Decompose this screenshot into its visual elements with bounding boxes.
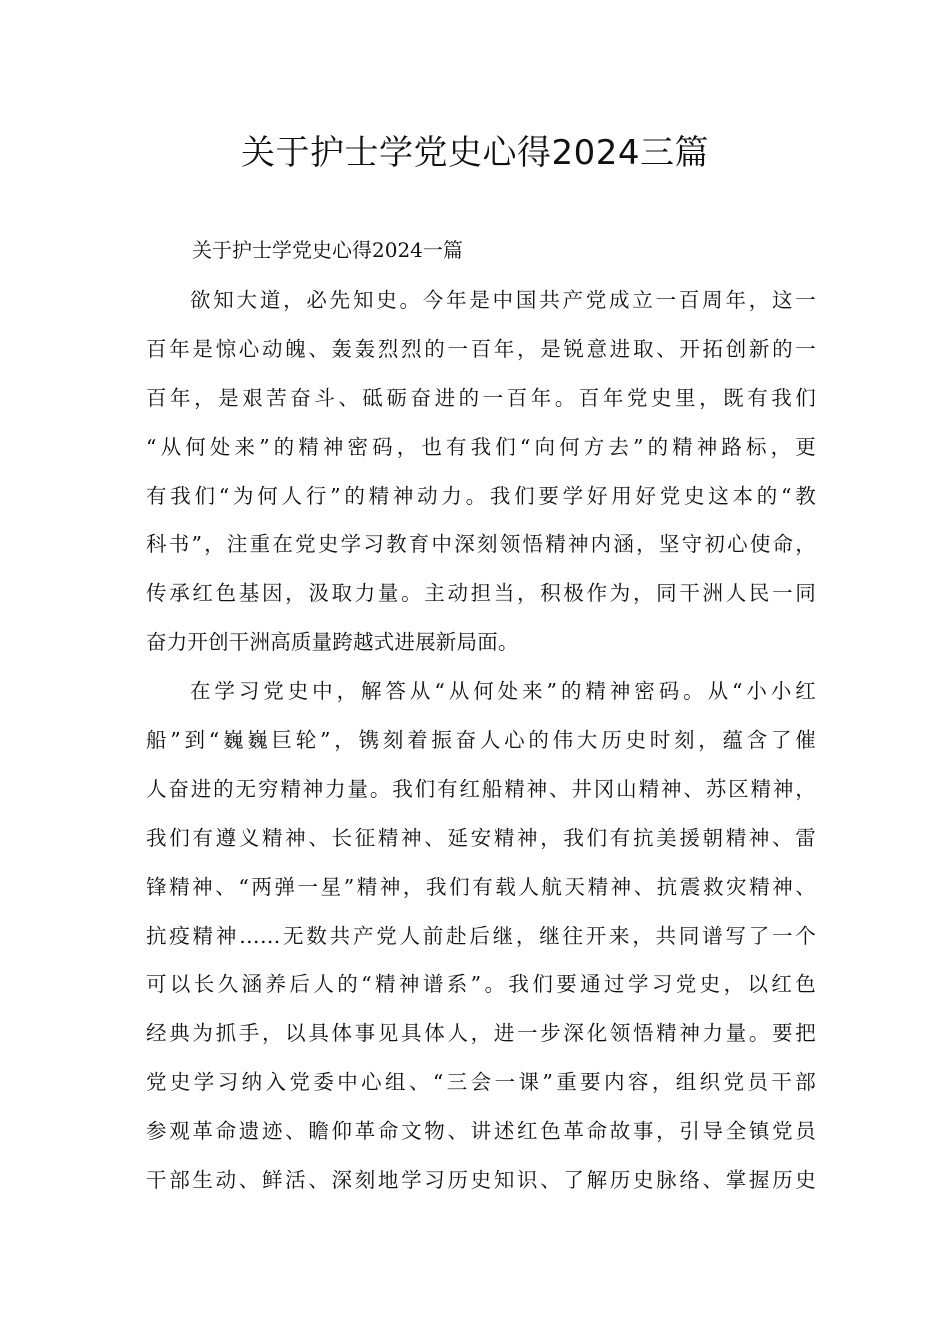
- paragraph-1: [146, 282, 816, 673]
- paragraph-line: 我们有遵义精神、长征精神、延安精神，我们有抗美援朝精神、雷: [146, 825, 816, 850]
- paragraph-line: 经典为抓手，以具体事见具体人，进一步深化领悟精神力量。要把: [146, 1021, 816, 1046]
- paragraph-line: 百年是惊心动魄、轰轰烈烈的一百年，是锐意进取、开拓创新的一: [146, 336, 816, 361]
- paragraph-line: 参观革命遗迹、瞻仰革命文物、讲述红色革命故事，引导全镇党员: [146, 1119, 816, 1144]
- paragraph-line: 百年，是艰苦奋斗、砥砺奋进的一百年。百年党史里，既有我们: [146, 385, 816, 410]
- paragraph-line: 锋精神、“两弹一星”精神，我们有载人航天精神、抗震救灾精神、: [146, 874, 816, 899]
- paragraph-line: 在学习党史中，解答从“从何处来”的精神密码。从“小小红: [190, 679, 816, 704]
- paragraph-line: 传承红色基因，汲取力量。主动担当，积极作为，同干洲人民一同: [146, 581, 816, 606]
- paragraph-line: 有我们“为何人行”的精神动力。我们要学好用好党史这本的“教: [146, 483, 816, 508]
- paragraph-2: [146, 673, 816, 1211]
- paragraph-line: 抗疫精神……无数共产党人前赴后继，继往开来，共同谱写了一个: [146, 923, 816, 948]
- paragraph-line: 科书”，注重在党史学习教育中深刻领悟精神内涵，坚守初心使命，: [146, 532, 816, 557]
- paragraph-line: 奋力开创干洲高质量跨越式进展新局面。: [146, 630, 519, 655]
- document-body: [146, 282, 816, 1211]
- paragraph-line: “从何处来”的精神密码，也有我们“向何方去”的精神路标，更: [146, 434, 816, 459]
- paragraph-line: 船”到“巍巍巨轮”，镌刻着振奋人心的伟大历史时刻，蕴含了催: [146, 728, 816, 753]
- paragraph-line: 欲知大道，必先知史。今年是中国共产党成立一百周年，这一: [190, 288, 816, 312]
- document-subtitle: 关于护士学党史心得2024一篇: [192, 238, 463, 262]
- document-title: 关于护士学党史心得2024三篇: [240, 133, 710, 173]
- paragraph-line: 干部生动、鲜活、深刻地学习历史知识、了解历史脉络、掌握历史: [146, 1168, 816, 1193]
- paragraph-line: 人奋进的无穷精神力量。我们有红船精神、井冈山精神、苏区精神，: [146, 776, 816, 801]
- paragraph-line: 党史学习纳入党委中心组、“三会一课”重要内容，组织党员干部: [146, 1070, 816, 1095]
- paragraph-line: 可以长久涵养后人的“精神谱系”。我们要通过学习党史，以红色: [146, 972, 816, 997]
